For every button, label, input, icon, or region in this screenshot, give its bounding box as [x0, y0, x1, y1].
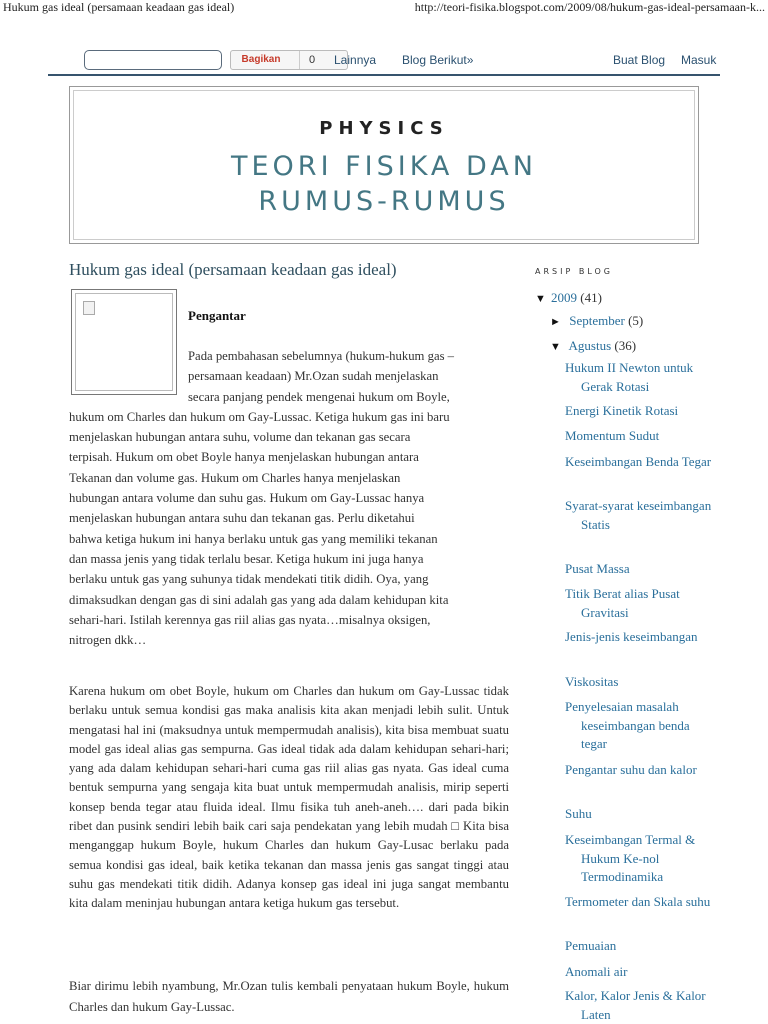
post-line: bahwa ketiga hukum ini hanya berlaku untuk gas yang memiliki tekanan	[69, 531, 438, 546]
post-line: Tekanan dan volume gas. Hukum om Charles hanya menjelaskan	[69, 470, 401, 485]
post-line: nitrogen dkk…	[69, 633, 147, 648]
archive-month-link[interactable]: Agustus	[568, 338, 612, 353]
archive-heading: ARSIP BLOG	[535, 267, 613, 276]
blog-header	[69, 86, 699, 244]
share-button-label: Bagikan	[241, 54, 281, 65]
archive-post-link[interactable]: Titik Berat alias Pusat Gravitasi	[565, 586, 680, 620]
archive-post-link[interactable]: Viskositas	[565, 674, 619, 689]
archive-year-2009	[535, 290, 602, 306]
archive-count: (36)	[614, 338, 637, 353]
archive-post-link[interactable]: Pemuaian	[565, 938, 617, 953]
post-paragraph-intro	[69, 346, 509, 650]
print-page-title: Hukum gas ideal (persamaan keadaan gas ideal)	[3, 0, 235, 14]
post-line: dimaksudkan dengan gas di sini adalah gas yang ada dalam kehidupan kita	[69, 592, 449, 607]
create-blog-link[interactable]: Buat Blog	[613, 53, 666, 67]
post-line: hubungan antara volume dan suhu gas. Hukum om Gay-Lussac hanya	[69, 491, 425, 506]
post-line: Pada pembahasan sebelumnya (hukum-hukum gas –	[188, 349, 455, 363]
broken-image-icon	[83, 301, 95, 315]
next-blog-link[interactable]: Blog Berikut»	[402, 53, 474, 67]
sign-in-link[interactable]: Masuk	[681, 53, 717, 67]
archive-post-link[interactable]: Syarat-syarat keseimbangan Statis	[565, 498, 712, 532]
archive-count: (41)	[580, 290, 602, 305]
post-line: terpisah. Hukum om obet Boyle hanya menjelaskan hubungan antara	[69, 450, 419, 465]
archive-post-link[interactable]: Keseimbangan Termal & Hukum Ke-nol Termodinamika	[565, 832, 696, 884]
blogger-navbar	[48, 48, 720, 76]
archive-post-link[interactable]: Momentum Sudut	[565, 428, 660, 443]
post-line: menjelaskan hubungan antara suhu, volume dan tekanan gas secara	[69, 430, 411, 445]
archive-month-september	[550, 313, 643, 329]
blog-header-inner	[73, 90, 695, 240]
post-line: persamaan keadaan) Mr.Ozan sudah menjelaskan	[188, 369, 439, 384]
archive-post-link[interactable]: Jenis-jenis keseimbangan	[565, 629, 698, 644]
search-input[interactable]	[84, 50, 222, 70]
archive-post-link[interactable]: Hukum II Newton untuk Gerak Rotasi	[565, 360, 694, 394]
blog-title-line: RUMUS-RUMUS	[258, 186, 510, 217]
post-line: hukum om Charles dan hukum om Gay-Lussac. Ketiga hukum gas ini baru	[69, 409, 450, 424]
archive-post-link[interactable]: Kalor, Kalor Jenis & Kalor Laten	[565, 988, 706, 1022]
post-line: berlaku untuk gas yang suhunya tidak mendekati titik didih. Oya, yang	[69, 572, 429, 587]
archive-post-link[interactable]: Energi Kinetik Rotasi	[565, 403, 679, 418]
print-header	[0, 0, 768, 16]
archive-month-link[interactable]: September	[569, 313, 625, 328]
archive-post-link[interactable]: Suhu	[565, 806, 592, 821]
blog-subtitle: PHYSICS	[319, 118, 449, 139]
archive-year-link[interactable]: 2009	[551, 290, 577, 305]
post-subheading: Pengantar	[188, 308, 246, 323]
post	[69, 260, 509, 1014]
collapse-triangle-icon[interactable]: ▼	[535, 293, 546, 305]
more-link[interactable]: Lainnya	[334, 53, 377, 67]
archive-post-link[interactable]: Termometer dan Skala suhu	[565, 894, 711, 909]
post-line: dan massa jenis yang tidak terlalu besar. Ketiga hukum ini juga hanya	[69, 551, 424, 566]
share-count: 0	[308, 54, 316, 66]
archive-post-link[interactable]: Pusat Massa	[565, 561, 630, 576]
archive-post-link[interactable]: Penyelesaian masalah keseimbangan benda tegar	[565, 699, 690, 751]
archive-month-agustus	[550, 338, 636, 354]
post-title: Hukum gas ideal (persamaan keadaan gas ideal)	[69, 260, 397, 279]
archive-post-link[interactable]: Anomali air	[565, 964, 628, 979]
blog-title-line: TEORI FISIKA DAN	[231, 151, 537, 182]
blog-title-link[interactable]	[74, 149, 694, 219]
archive-post-link[interactable]: Keseimbangan Benda Tegar	[565, 454, 712, 469]
post-line: menjelaskan hubungan antara suhu dan tekanan gas. Perlu diketahui	[69, 511, 415, 526]
archive-count: (5)	[628, 313, 644, 328]
archive-post-link[interactable]: Pengantar suhu dan kalor	[565, 762, 697, 777]
post-paragraph: Biar dirimu lebih nyambung, Mr.Ozan tulis kembali penyataan hukum Boyle, hukum Charles dan hukum Gay-Lussac.	[69, 979, 509, 1014]
post-line: sehari-hari. Istilah kerennya gas riil alias gas nyata…misalnya oksigen,	[69, 612, 431, 627]
share-button[interactable]	[230, 50, 348, 70]
post-paragraph: Karena hukum om obet Boyle, hukum om Charles dan hukum om Gay-Lussac tidak berlaku untuk semua kondisi gas maka analisis kita akan menjadi lebih sulit. Untuk mengatasi hal ini (maksudnya untuk mempermudah analisis), kita bisa membuat suatu model gas ideal alias gas sempurna. Gas ideal tidak ada dalam kehidupan sehari-hari; yang ada dalam kehidupan sehari-hari cuma gas riil alias gas nyata. Gas ideal cuma bentuk sempurna yang sengaja kita buat untuk mempermudah analisis, mirip seperti konsep benda tegar atau fluida ideal. Ilmu fisika tuh aneh-aneh…. dari pada bikin ribet dan pusink sendiri lebih baik cari saja pendekatan yang lebih mudah □ Kita bisa menganggap hukum Boyle, hukum Charles dan hukum Gay-Lusac berlaku pada semua kondisi gas ideal, baik ketika tekanan dan massa jenis gas sangat tinggi atau suhu gas mendekati titik didih. Adanya konsep gas ideal ini juga sangat membantu kita dalam meninjau hubungan antara ketiga hukum gas tersebut.	[69, 684, 509, 911]
print-page-url: http://teori-fisika.blogspot.com/2009/08/hukum-gas-ideal-persamaan-k...	[414, 0, 765, 14]
expand-triangle-icon[interactable]: ►	[550, 316, 561, 328]
post-line: secara panjang pendek mengenai hukum om Boyle,	[188, 389, 450, 404]
collapse-triangle-icon[interactable]: ▼	[550, 341, 561, 353]
